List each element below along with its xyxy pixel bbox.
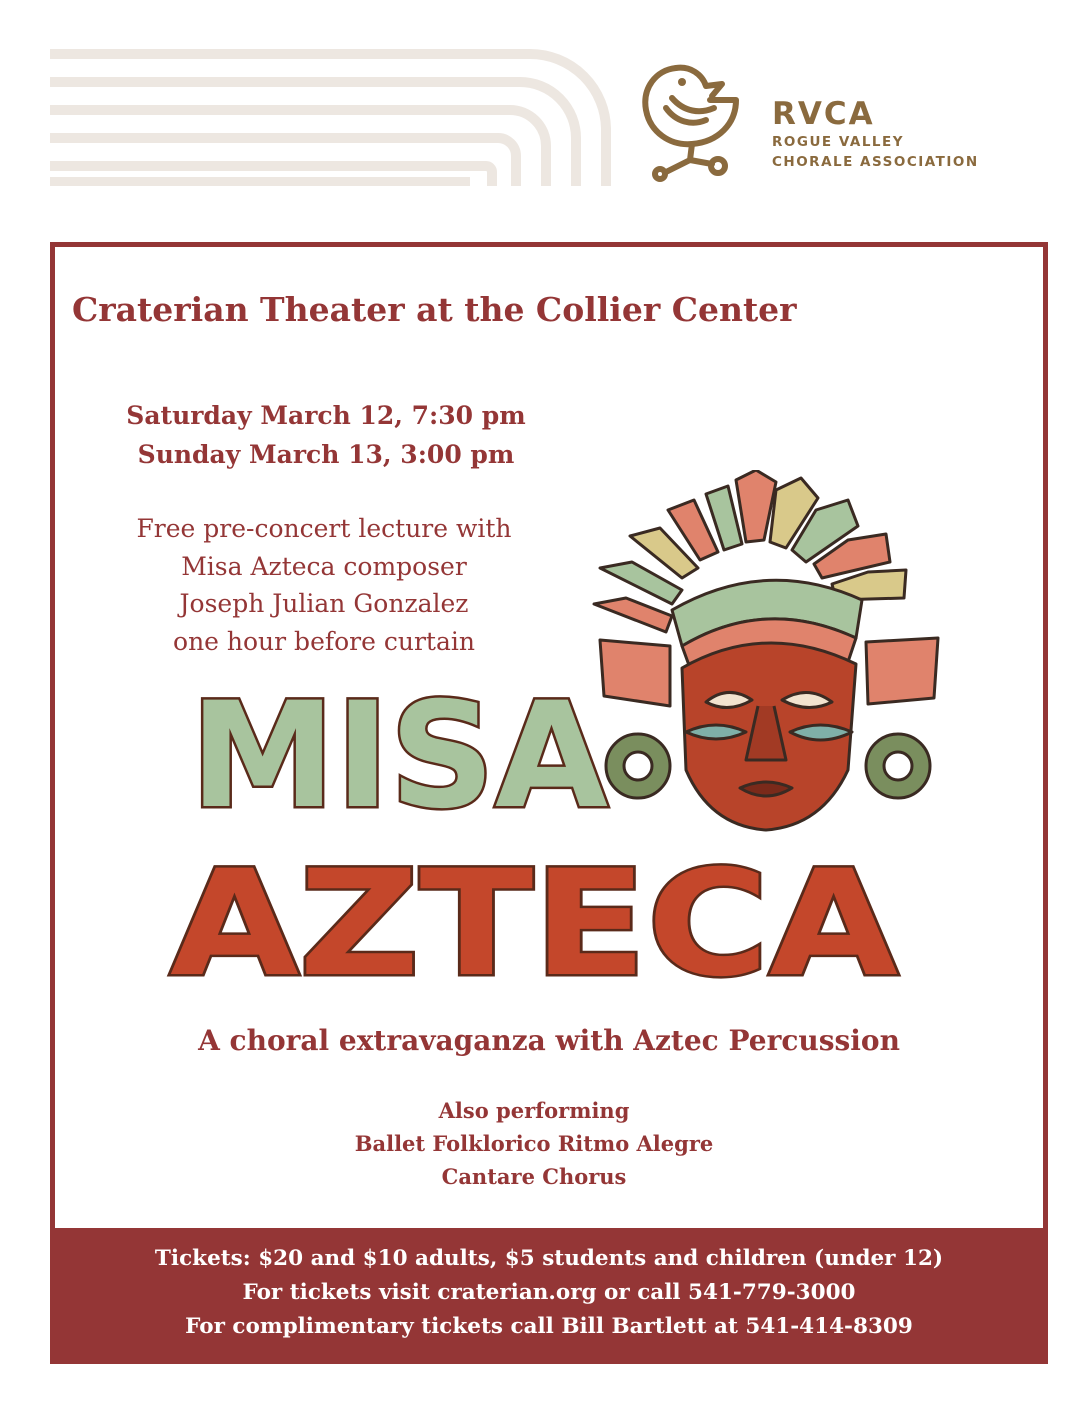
title-azteca: AZTECA (170, 839, 899, 986)
also-performer: Cantare Chorus (441, 1164, 627, 1189)
ticket-purchase-info: For tickets visit craterian.org or call 541-779-3000 (242, 1280, 856, 1305)
bird-logo-icon (632, 60, 760, 188)
ticket-prices: Tickets: $20 and $10 adults, $5 students and children (under 12) (154, 1246, 944, 1271)
also-performer: Ballet Folklorico Ritmo Alegre (354, 1131, 714, 1156)
date-saturday: Saturday March 12, 7:30 pm (126, 401, 526, 430)
also-heading: Also performing (438, 1098, 630, 1123)
also-performing (56, 1094, 1012, 1193)
complimentary-tickets-info: For complimentary tickets call Bill Bartlett at 541-414-8309 (185, 1314, 913, 1339)
performance-dates (96, 396, 556, 474)
lecture-line: Joseph Julian Gonzalez (179, 589, 469, 618)
decorative-curved-lines (50, 48, 612, 186)
rvca-logo (632, 60, 1012, 190)
tagline: A choral extravaganza with Aztec Percussion (198, 1024, 900, 1057)
logo-name-line2: CHORALE ASSOCIATION (772, 154, 979, 170)
ticket-footer (50, 1228, 1048, 1364)
logo-name-line1: ROGUE VALLEY (772, 134, 905, 150)
logo-acronym: RVCA (772, 96, 875, 132)
venue-title: Craterian Theater at the Collier Center (72, 290, 797, 329)
title-misa: MISA (190, 671, 608, 841)
lecture-line: one hour before curtain (173, 626, 475, 656)
lecture-line: Misa Azteca composer (181, 551, 467, 581)
lecture-line: Free pre-concert lecture with (136, 514, 512, 543)
date-sunday: Sunday March 13, 3:00 pm (137, 440, 515, 469)
lecture-info (94, 510, 554, 660)
misa-azteca-title (160, 668, 920, 986)
